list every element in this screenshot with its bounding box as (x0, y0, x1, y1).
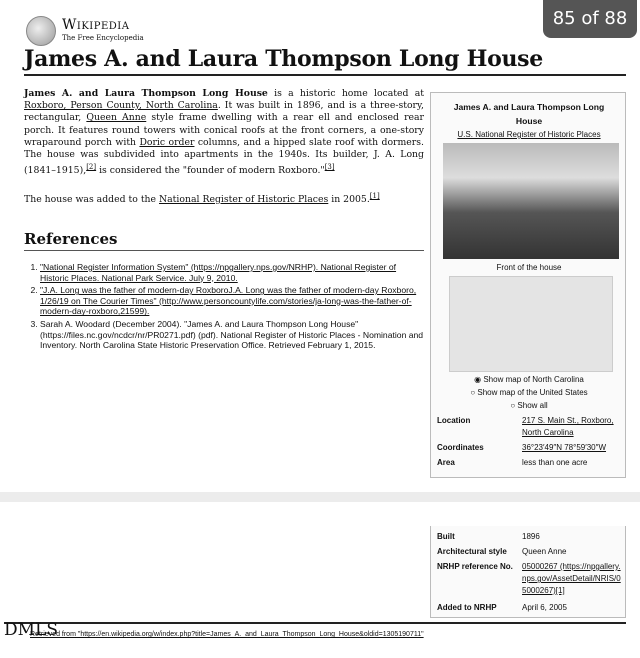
references-heading: References (24, 230, 118, 248)
reference-item (40, 319, 426, 351)
row-value: April 6, 2005 (522, 603, 567, 612)
link-doric-order[interactable]: Doric order (139, 136, 195, 148)
row-value[interactable]: 217 S. Main St., Roxboro, North Carolina (522, 416, 614, 437)
radio-selected-icon[interactable]: ◉ (474, 375, 484, 384)
subject-name: James A. and Laura Thompson Long House (24, 88, 268, 99)
radio-icon[interactable]: ○ (470, 388, 478, 397)
row-value: Queen Anne (522, 547, 567, 556)
page-separator (0, 492, 640, 502)
row-value[interactable]: 36°23′49″N 78°59′30″W (522, 443, 607, 452)
infobox-subtitle[interactable]: U.S. National Register of Historic Places (457, 130, 601, 139)
map-option-us[interactable] (431, 388, 627, 397)
wikipedia-globe-logo (26, 16, 56, 46)
references-list (28, 262, 426, 353)
row-label: NRHP reference No. (437, 562, 513, 571)
intro-paragraph (24, 88, 424, 178)
infobox-title: James A. and Laura Thompson Long House (453, 102, 605, 126)
option-label: Show all (517, 401, 548, 410)
nrhp-paragraph (24, 192, 424, 205)
infobox-row-coordinates (437, 443, 623, 452)
radio-icon[interactable]: ○ (510, 401, 518, 410)
reference-item (40, 285, 426, 317)
title-divider (24, 74, 626, 76)
text: columns, and a hipped slate roof with dormers. The house was subdivided into apartments in the 1940s. Its builder, J. A. Long (1841–1915), (24, 136, 424, 177)
row-label: Added to NRHP (437, 603, 497, 612)
reference-text[interactable]: Sarah A. Woodard (December 2004). "James A. and Laura Thompson Long House" (https://files.nc.gov/ncdcr/nr/PR0271.pdf) (pdf). National Register of Historic Places - Nomination and Inventory. North Carolina State Historic Preservation Office. Retrieved February 1, 2015. (40, 318, 424, 351)
row-label: Coordinates (437, 443, 484, 452)
citation-2[interactable]: [2] (86, 163, 97, 172)
reference-text[interactable]: "National Register Information System" (https://npgallery.nps.gov/NRHP). National Register of Historic Places. National Park Service. July 9, 2010. (40, 262, 397, 283)
text: is considered the "founder of modern Roxboro." (96, 165, 325, 177)
dmls-watermark: DMLS (4, 620, 58, 640)
infobox-row-location (437, 415, 623, 439)
citation-3[interactable]: [3] (324, 163, 335, 172)
infobox-row-built (437, 532, 623, 541)
option-label: Show map of North Carolina (483, 375, 584, 384)
text: is a historic home located at (267, 88, 424, 99)
locator-map[interactable] (449, 276, 613, 372)
row-value: less than one acre (522, 458, 588, 467)
infobox-row-area (437, 458, 623, 467)
row-label: Architectural style (437, 547, 507, 556)
option-label: Show map of the United States (477, 388, 588, 397)
footer-divider (4, 622, 626, 624)
row-label: Location (437, 416, 471, 425)
wikipedia-tagline: The Free Encyclopedia (62, 34, 144, 42)
text: . It was built in 1896, and is a three-story, rectangular, (24, 100, 424, 124)
house-photo (443, 143, 619, 259)
infobox (430, 92, 626, 478)
infobox-row-style (437, 547, 623, 556)
photo-caption: Front of the house (496, 263, 562, 272)
wikipedia-wordmark: Wikipedia (62, 17, 130, 33)
infobox-row-added (437, 603, 623, 612)
link-roxboro[interactable]: Roxboro, Person County, North Carolina (24, 100, 218, 112)
row-value: 1896 (522, 532, 540, 541)
references-divider (24, 250, 424, 251)
text: style frame dwelling with a rear ell and enclosed rear porch. It features round towers with conical roofs at the front corners, a one-story wraparound porch with (24, 112, 424, 148)
citation-1[interactable]: [1] (369, 192, 380, 200)
retrieved-from-link[interactable]: Retrieved from "https://en.wikipedia.org/w/index.php?title=James_A._and_Laura_Thompson_Long_House&oldid=1305190711" (30, 631, 424, 638)
row-value[interactable]: 05000267 (https://npgallery.nps.gov/AssetDetail/NRIS/05000267)[1] (522, 562, 621, 595)
row-label: Built (437, 532, 455, 541)
map-option-nc[interactable] (431, 375, 627, 384)
infobox-row-nrhp-ref (437, 561, 623, 597)
text: in 2005. (328, 194, 370, 206)
infobox-continued (430, 526, 626, 618)
page-counter: 85 of 88 (543, 0, 637, 38)
reference-item (40, 262, 426, 283)
row-label: Area (437, 458, 455, 467)
link-queen-anne[interactable]: Queen Anne (86, 112, 147, 124)
text: The house was added to the (24, 194, 159, 206)
page-title: James A. and Laura Thompson Long House (24, 46, 543, 72)
reference-text[interactable]: "J.A. Long was the father of modern-day RoxboroJ.A. Long was the father of modern-day Roxboro, 1/26/19 on The Courier Times" (http://www.personcountylife.com/stories/ja-long-was-the-father-of-modern-day-roxboro,21599). (40, 285, 417, 317)
link-nrhp[interactable]: National Register of Historic Places (159, 194, 329, 206)
map-option-all[interactable] (431, 401, 627, 410)
